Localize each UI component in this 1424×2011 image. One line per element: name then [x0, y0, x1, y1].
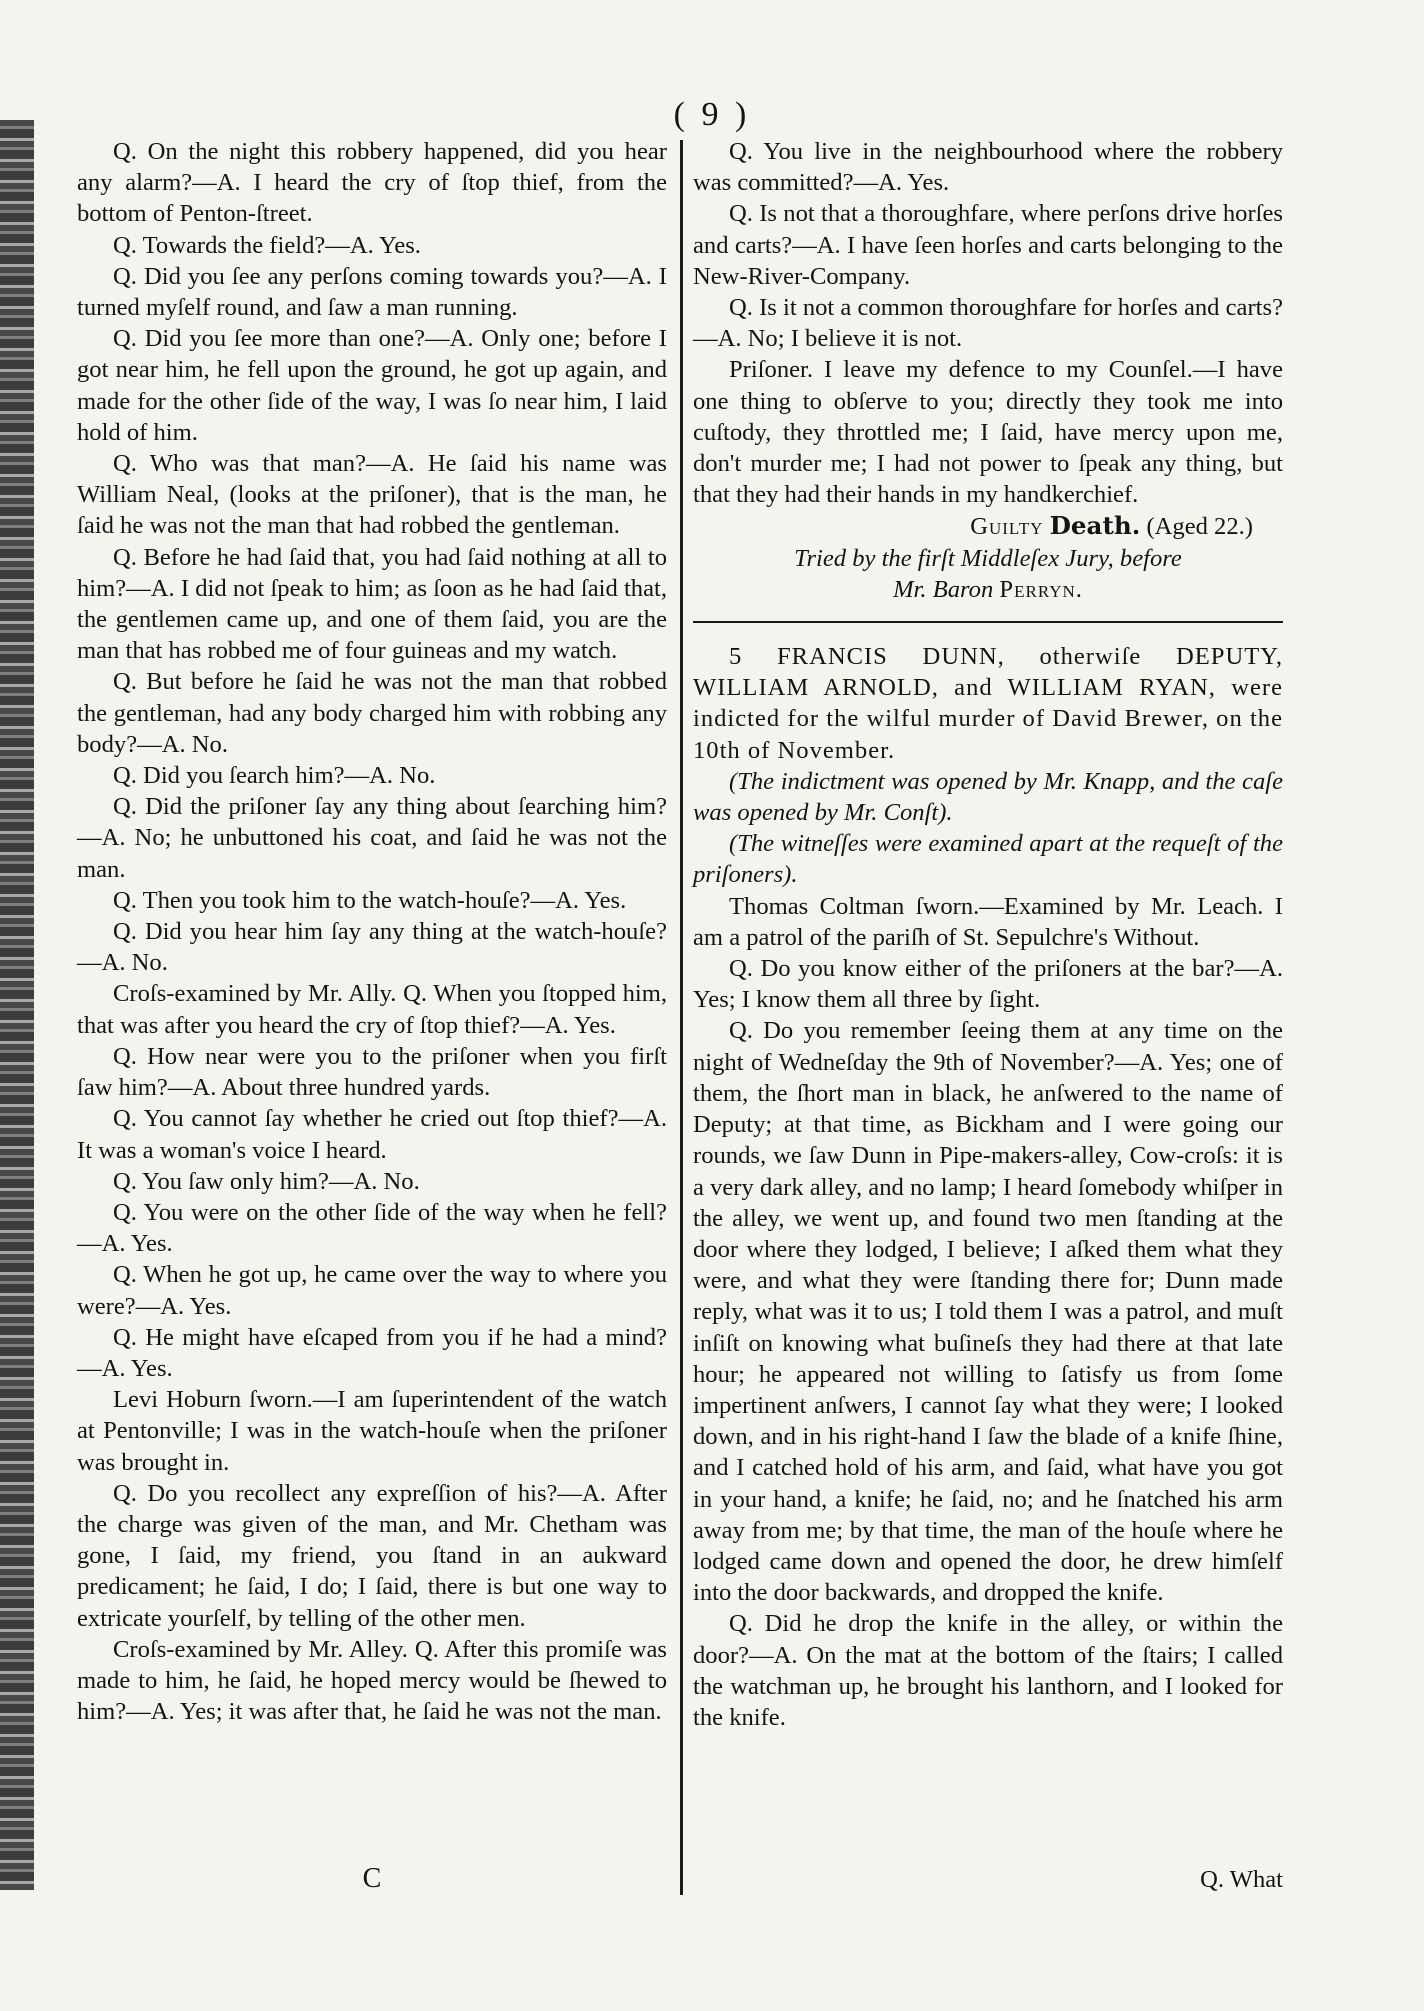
paragraph: Q. Do you recollect any expreſſion of his?—A. After the charge was given of the man, and Mr. Chetham was gone, I ſaid, my friend, you ſtand in an aukward predicament; he ſaid, I do; I ſaid, there is but one way to extricate yourſelf, by telling of the other men.	[77, 1479, 667, 1632]
catchword: Q. What	[1200, 1866, 1283, 1893]
paragraph: Q. When he got up, he came over the way to where you were?—A. Yes.	[77, 1261, 667, 1320]
paragraph: Q. You ſaw only him?—A. No.	[113, 1167, 420, 1195]
paragraph: Q. Is not that a thoroughfare, where perſons drive horſes and carts?—A. I have ſeen horſes and carts belonging to the New-River-Company.	[693, 200, 1283, 290]
left-column	[77, 136, 667, 1727]
prisoner-defence-paragraph: Priſoner. I leave my defence to my Counſel.—I have one thing to obſerve to you; directly they took me into cuſtody, they throttled me; I ſaid, have mercy upon me, don't murder me; I had not power to ſpeak any thing, but that they had their hands in my handkerchief.	[693, 356, 1283, 509]
paragraph: Q. Did he drop the knife in the alley, or within the door?—A. On the mat at the bottom of the ſtairs; I called the watchman up, he brought his lanthorn, and I looked for the knife.	[693, 1610, 1283, 1731]
witness-paragraph: Thomas Coltman ſworn.—Examined by Mr. Leach. I am a patrol of the pariſh of St. Sepulchre's Without.	[693, 892, 1283, 951]
paragraph: Q. Did you ſearch him?—A. No.	[113, 762, 436, 790]
page-number: ( 9 )	[673, 96, 751, 133]
indictment-note: (The indictment was opened by Mr. Knapp, and the caſe was opened by Mr. Conſt).	[693, 767, 1283, 827]
paragraph: Q. Is it not a common thoroughfare for horſes and carts?—A. No; I believe it is not.	[693, 294, 1283, 353]
paragraph: Q. You live in the neighbourhood where the robbery was committed?—A. Yes.	[693, 138, 1283, 197]
column-divider	[680, 140, 683, 1895]
paragraph: Q. Then you took him to the watch-houſe?—A. Yes.	[113, 886, 627, 914]
paragraph: Q. He might have eſcaped from you if he had a mind?—A. Yes.	[77, 1323, 667, 1382]
verdict-age: (Aged 22.)	[1146, 513, 1253, 541]
paragraph: Q. On the night this robbery happened, did you hear any alarm?—A. I heard the cry of ſtop thief, from the bottom of Penton-ſtreet.	[77, 138, 667, 228]
cross-examination-paragraph: Croſs-examined by Mr. Alley. Q. After this promiſe was made to him, he ſaid, he hoped mercy would be ſhewed to him?—A. Yes; it was after that, he ſaid he was not the man.	[77, 1635, 667, 1726]
verdict-line	[693, 510, 1283, 542]
verdict-guilty: Guilty	[970, 513, 1044, 541]
paragraph: Q. How near were you to the priſoner when you firſt ſaw him?—A. About three hundred yards.	[77, 1042, 667, 1102]
paragraph: Q. Who was that man?—A. He ſaid his name was William Neal, (looks at the priſoner), that is the man, he ſaid he was not the man that had robbed the gentleman.	[77, 450, 667, 540]
scan-binding-edge	[0, 120, 34, 1890]
paragraph: Q. You were on the other ſide of the way when he fell?—A. Yes.	[77, 1198, 667, 1258]
paragraph: Q. Towards the field?—A. Yes.	[113, 231, 421, 259]
paragraph: Q. Do you know either of the priſoners at the bar?—A. Yes; I know them all three by ſight.	[693, 955, 1283, 1014]
witness-paragraph: Levi Hoburn ſworn.—I am ſuperintendent of the watch at Pentonville; I was in the watch-houſe when the priſoner was brought in.	[77, 1386, 667, 1476]
case-heading: 5 FRANCIS DUNN, otherwiſe DEPUTY, WILLIAM ARNOLD, and WILLIAM RYAN, were indicted for the wilful murder of David Brewer, on the 10th of November.	[693, 643, 1283, 764]
witnesses-note: (The witneſſes were examined apart at the requeſt of the priſoners).	[693, 830, 1283, 889]
signature-mark: C	[362, 1863, 382, 1894]
cross-examination-paragraph: Croſs-examined by Mr. Ally. Q. When you ſtopped him, that was after you heard the cry of ſtop thief?—A. Yes.	[77, 980, 667, 1039]
judge-title: Mr. Baron	[893, 575, 994, 603]
paragraph: Q. But before he ſaid he was not the man that robbed the gentleman, had any body charged him with robbing any body?—A. No.	[77, 668, 667, 758]
judge-name: Perryn.	[999, 575, 1083, 603]
verdict-sentence: Death.	[1049, 511, 1141, 541]
paragraph: Q. Did you ſee more than one?—A. Only one; before I got near him, he fell upon the ground, he got up again, and made for the other ſide of the way, I was ſo near him, I laid hold of him.	[77, 325, 667, 446]
paragraph: Q. Do you remember ſeeing them at any time on the night of Wedneſday the 9th of November?—A. Yes; one of them, the ſhort man in black, he anſwered to the name of Deputy; at that time, as Bickham and I were going our rounds, we ſaw Dunn in Pipe-makers-alley, Cow-croſs: it is a very dark alley, and no lamp; I heard ſomebody whiſper in the alley, we went up, and found two men ſtanding at the door where they lodged, I believe; I aſked them what they were, and what they were ſtanding there for; Dunn made reply, what was it to us; I told them I was a patrol, and muſt inſiſt on knowing what buſineſs they had there at that late hour; he appeared not willing to ſatisfy us from ſome impertinent anſwers, I cannot ſay what they were; I looked down, and in his right-hand I ſaw the blade of a knife ſhine, and I catched hold of his arm, and ſaid, what have you got in your hand, a knife; he ſaid, no; and he ſnatched his arm away from me; by that time, the man of the houſe where he lodged came down and opened the door, he drew himſelf into the door backwards, and dropped the knife.	[693, 1017, 1283, 1607]
tried-by-judge	[693, 574, 1283, 605]
case-separator-rule	[693, 621, 1283, 623]
paragraph: Q. Did the priſoner ſay any thing about ſearching him?—A. No; he unbuttoned his coat, and ſaid he was not the man.	[77, 793, 667, 883]
paragraph: Q. Did you hear him ſay any thing at the watch-houſe?—A. No.	[77, 918, 667, 977]
right-column	[693, 136, 1283, 1733]
tried-by-line: Tried by the firſt Middleſex Jury, before	[794, 544, 1182, 572]
paragraph: Q. Before he had ſaid that, you had ſaid nothing at all to him?—A. I did not ſpeak to him; as ſoon as he had ſaid that, the gentlemen came up, and one of them ſaid, you are the man that has robbed me of four guineas and my watch.	[77, 543, 667, 665]
paragraph: Q. You cannot ſay whether he cried out ſtop thief?—A. It was a woman's voice I heard.	[77, 1105, 667, 1164]
paragraph: Q. Did you ſee any perſons coming towards you?—A. I turned myſelf round, and ſaw a man running.	[77, 262, 667, 322]
